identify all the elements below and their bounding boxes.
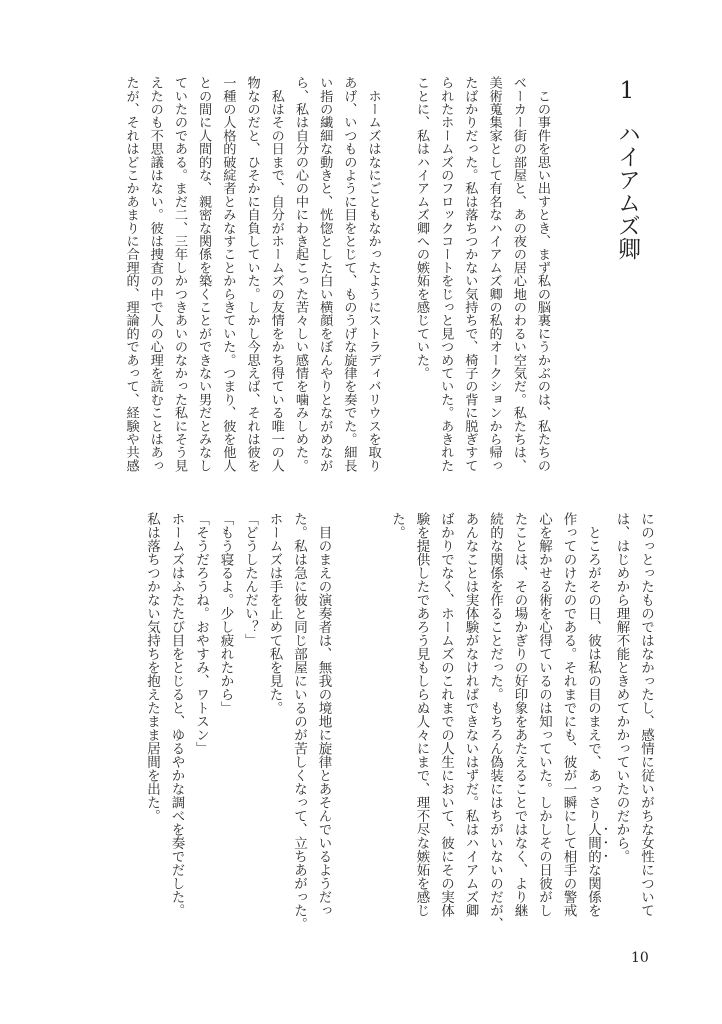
- text-line: い指の繊細な動きと、恍惚とした白い横顔をぼんやりとながめなが: [317, 76, 333, 472]
- chapter-heading: [612, 78, 642, 278]
- emphasized-text: 人間的: [585, 822, 601, 863]
- text-line: ベーカー街の部屋と、あの夜の居心地のわるい空気だ。私たちは、: [510, 76, 526, 472]
- text-line: られたホームズのフロックコートをじっと見つめていた。あきれた: [438, 76, 454, 472]
- text-line: 私はその日まで、自分がホームズの友情をかち得ている唯一の人: [268, 76, 284, 472]
- dialogue-line: 「どうしたんだい？」: [242, 512, 258, 647]
- text-line: ホームズは手を止めて私を見た。: [266, 512, 283, 715]
- dialogue-line: 「そうだろうね。おやすみ、ワトスン」: [193, 512, 209, 755]
- text-segment: ところがその日、彼は私の目のまえで、あっさり: [585, 512, 601, 823]
- text-line: 物なのだと、ひそかに自負していた。しかし今思えば、それは彼を: [244, 76, 260, 472]
- text-line: ばかりでなく、ホームズのこれまでの人生において、彼にその実体: [438, 512, 454, 917]
- blank-line: [336, 512, 361, 932]
- text-line: た。: [389, 512, 405, 539]
- text-segment: な関係を: [585, 863, 601, 917]
- text-line: 目のまえの演奏者は、無我の境地に旋律とあそんでいるようだっ: [315, 512, 332, 917]
- text-line: にのっとったものではなかったし、感情に従いがちな女性について: [638, 512, 654, 917]
- text-line: 私は落ちつかない気持ちを抱えたまま居間を出た。: [144, 512, 160, 823]
- text-line: 続的な関係を作ることだった。もちろん偽装にはちがいないのだが、: [487, 512, 503, 931]
- text-line: 験を提供したであろう見もしらぬ人々にまで、理不尽な嫉妬を感じ: [413, 512, 430, 917]
- text-line: えたのも不思議はない。彼は捜査の中で人の心理を読むことはあっ: [147, 76, 163, 472]
- page-number: 10: [631, 950, 649, 966]
- text-line: ていたのである。まだ二、三年しかつきあいのなかった私にそう見: [171, 76, 187, 472]
- dialogue-line: 「もう寝るよ。少し疲れたから」: [217, 512, 234, 715]
- chapter-title: ハイアムズ卿: [614, 122, 640, 260]
- blank-line: [385, 76, 409, 486]
- text-line: ら、私は自分の心の中にわき起こった苦々しい感情を噛みしめた。: [292, 76, 308, 472]
- text-line: あんなことは実体験がなければできないはずだ。私はハイアムズ卿: [462, 512, 479, 917]
- blank-line: [360, 512, 385, 932]
- text-line: 心を解かせる術を心得ているのは知っていた。しかしその日彼がし: [536, 512, 552, 917]
- text-line: ことに、私はハイアムズ卿への嫉妬を感じていた。: [413, 76, 429, 380]
- lower-text-block: [143, 512, 658, 932]
- upper-text-block: [118, 76, 554, 486]
- text-line: 美術蒐集家として有名なハイアムズ卿の私的オークションから帰っ: [486, 76, 502, 472]
- text-line: 一種の人格的破綻者とみなすことからきていた。つまり、彼を他人: [220, 76, 236, 472]
- text-line: たが、それはどこかあまりに合理的、理論的であって、経験や共感: [123, 76, 139, 472]
- text-line: は、はじめから理解不能ときめてかかっていたのだから。: [613, 512, 630, 863]
- text-line: たことは、その場かぎりの好印象をあたえることではなく、より継: [511, 512, 528, 917]
- text-line: この事件を思い出すとき、まず私の脳裏にうかぶのは、私たちの: [535, 76, 550, 472]
- text-line: 作ってのけたのである。それまでにも、彼が一瞬にして相手の警戒: [560, 512, 577, 917]
- text-line: たばかりだった。私は落ちつかない気持ちで、椅子の背に脱ぎすて: [462, 76, 478, 472]
- chapter-number: 1: [614, 78, 640, 104]
- text-line: ホームズはなにごともなかったようにストラディバリウスを取り: [365, 76, 381, 472]
- text-line: あげ、いつものように目をとじて、ものうげな旋律を奏でた。細長: [341, 76, 357, 472]
- text-line: た。私は急に彼と同じ部屋にいるのが苦しくなって、立ちあがった。: [291, 512, 307, 931]
- text-line: ホームズはふたたび目をとじると、ゆるやかな調べを奏でだした。: [168, 512, 185, 917]
- text-line: との間に人間的な、親密な関係を築くことができない男だとみなし: [196, 76, 212, 472]
- text-line-with-emphasis: [581, 512, 610, 932]
